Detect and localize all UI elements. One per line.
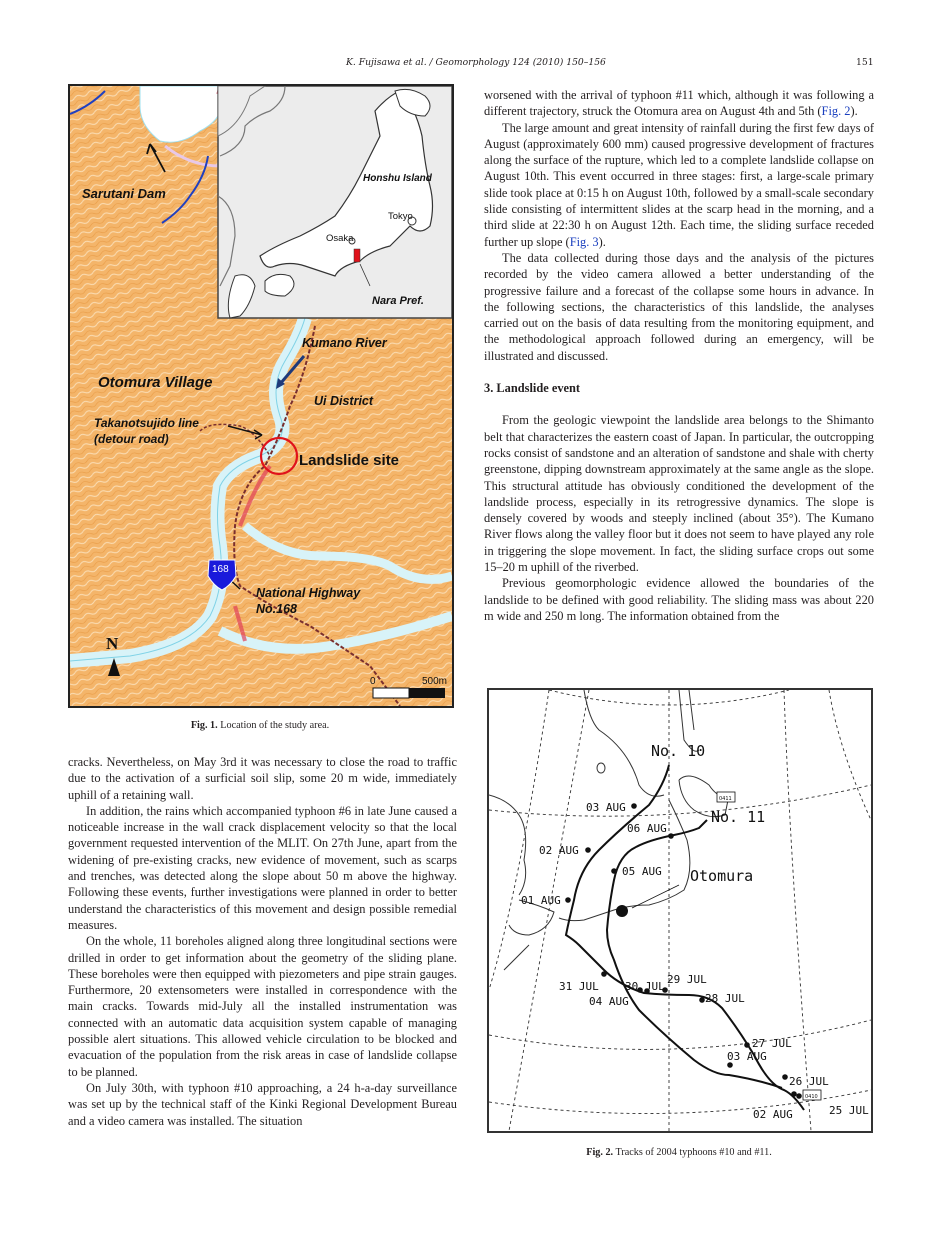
right-paragraph-1-end: ). [850, 104, 858, 119]
right-paragraph-4: From the geologic viewpoint the landslide area belongs to the Shimanto belt that characterizes the eastern coast of Japan. In particular, the outcropping rocks consist of sandstone and an alteration of sandstone and shale with cherty greenstone, dipping downstream approximately at the same angle as the slope. This structural attitude has obviously conditioned the development of the landslide process, especially in its retrogressive dynamics. The slope is densely covered by woods and steeply inclined (about 35°). The Kumano River flows along the valley floor but it does not seem to have played any role in triggering the slope movement. In fact, the sliding surface crops out some 15–20 m uphill of the riverbed. [484, 413, 874, 575]
highway-shield-number: 168 [212, 564, 229, 575]
coast-island [597, 763, 605, 773]
label-31-jul: 31 JUL [559, 980, 599, 993]
latitude-line-1 [489, 785, 871, 816]
label-national-highway: National Highway [256, 586, 361, 600]
figure-1-caption-text: Location of the study area. [217, 720, 330, 731]
left-paragraph-3: On the whole, 11 boreholes aligned along three longitudinal sections were drilled in order to get information about the geometry of the sliding plane. These boreholes were then equipped with piezometers and pipe strain gauges. Furthermore, 20 extensometers were installed in correspondence with the main cracks. Towards mid-July all the installed instrumentation was connected with an automatic data acquisition system capable of managing possible alert situations. This allowed vehicle circulation to be blocked and evacuation of the population from the risk areas in case of landslide collapse to be planned. [68, 934, 457, 1079]
right-paragraph-2-end: ). [598, 234, 606, 249]
figure-2-caption [484, 1147, 874, 1158]
label-highway-number: No.168 [256, 602, 297, 616]
point-06-aug [668, 833, 674, 839]
label-26-jul: 26 JUL [789, 1075, 829, 1088]
scale-bar-black [409, 688, 445, 698]
label-03-aug-no11: 03 AUG [727, 1050, 767, 1063]
section-heading: 3. Landslide event [484, 381, 581, 396]
point-28-jul [699, 997, 705, 1003]
longitude-line-2 [509, 690, 589, 1131]
inset-shikoku [265, 274, 294, 296]
right-paragraph-1-text: worsened with the arrival of typhoon #11 which, although it was following a different trajectory, struck the Otomura area on August 4th and 5th ( [484, 88, 874, 119]
point-31-jul [601, 971, 607, 977]
label-29-jul: 29 JUL [667, 973, 707, 986]
page-number: 151 [856, 57, 874, 68]
label-03-aug-no10: 03 AUG [586, 801, 626, 814]
track-no10 [566, 765, 804, 1110]
right-paragraph-2 [484, 120, 874, 250]
label-no11: No. 11 [711, 808, 766, 826]
inset-label-honshu: Honshu Island [363, 173, 432, 184]
point-02-aug-no10 [585, 847, 591, 853]
fig3-link[interactable]: Fig. 3 [569, 234, 599, 249]
point-03-aug-no10 [631, 803, 637, 809]
label-02-aug-no10: 02 AUG [539, 844, 579, 857]
point-05-aug [611, 868, 617, 874]
point-02-aug-no11 [791, 1091, 797, 1097]
journal-citation: K. Fujisawa et al. / Geomorphology 124 (2010) 150–156 [346, 57, 606, 68]
label-25-jul: 25 JUL [829, 1104, 869, 1117]
label-04-aug: 04 AUG [589, 995, 629, 1008]
right-paragraph-2-text: The large amount and great intensity of rainfall during the first few days of August (approximately 600 mm) caused progressive development of fractures along the surface of the rupture, which led to a complete landslide collapse on August 10th. This event occurred in three stages: first, a large-scale primary slide took place at 0:15 h on August 10th, followed by a small-scale secondary slide consisting of intermittent slides at the scarp head in the morning, and a third slide at 22:30 h on August 12th. Each time, the sliding surface receded further up slope ( [484, 120, 874, 249]
label-otomura: Otomura [690, 867, 754, 885]
point-26-jul [782, 1074, 788, 1080]
latitude-line-2 [489, 1020, 871, 1049]
typhoon-track-map [489, 690, 871, 1131]
point-25-jul [796, 1093, 802, 1099]
label-takanotsujido-line: Takanotsujido line [94, 416, 199, 430]
right-paragraph-1 [484, 87, 874, 120]
left-paragraph-2: In addition, the rains which accompanied typhoon #6 in late June caused a noticeable increase in the wall crack displacement velocity so that the local government requested intervention of the MLIT. On 27th June, apart from the widening of pre-existing cracks, new evidence of movement, such as scarps and trenches, was detected along the slope about 50 m above the highway. Following these events, further investigations were planned in order to better understand the characteristics of this movement and design possible remedial measures. [68, 803, 457, 932]
label-otomura-village: Otomura Village [98, 374, 213, 391]
right-paragraph-5: Previous geomorphologic evidence allowed the boundaries of the landslide to be defined with good reliability. The sliding mass was about 220 m wide and 250 m long. The information obtained from the [484, 576, 874, 623]
coast-korea [489, 795, 526, 895]
label-30-jul: 30 JUL [625, 980, 665, 993]
label-02-aug-no11: 02 AUG [753, 1108, 793, 1121]
coast-ryukyu [504, 945, 529, 970]
point-27-jul [744, 1042, 750, 1048]
figure-2-caption-label: Fig. 2. [586, 1147, 614, 1158]
coast-honshu [559, 800, 690, 921]
otomura-location-marker [616, 905, 628, 917]
label-no10: No. 10 [651, 742, 706, 760]
point-01-aug [565, 897, 571, 903]
label-detour-road: (detour road) [94, 432, 169, 446]
figure-1-map [68, 84, 454, 708]
label-06-aug: 06 AUG [627, 822, 667, 835]
label-kumano-river: Kumano River [302, 336, 387, 350]
inset-label-nara: Nara Pref. [372, 295, 424, 307]
label-27-jul: 27 JUL [752, 1037, 792, 1050]
inset-label-tokyo: Tokyo [388, 211, 413, 222]
fig2-link[interactable]: Fig. 2 [821, 104, 851, 119]
left-paragraph-4: On July 30th, with typhoon #10 approaching, a 24 h-a-day surveillance was set up by the technical staff of the Kinki Regional Development Bureau and a video camera was installed. The situation [68, 1080, 457, 1128]
longitude-line-4 [784, 690, 811, 1131]
label-01-aug: 01 AUG [521, 894, 561, 907]
figure-2-typhoon-tracks [487, 688, 873, 1133]
nara-prefecture-highlight [354, 249, 360, 262]
right-column [484, 87, 874, 624]
longitude-line-5 [829, 690, 871, 820]
north-label: N [106, 634, 119, 653]
label-landslide-site: Landslide site [299, 452, 400, 469]
label-sarutani-dam: Sarutani Dam [82, 186, 166, 201]
label-box-0411: 0411 [719, 796, 732, 802]
scale-max-label: 500m [422, 676, 448, 687]
japan-inset-map [218, 86, 452, 318]
left-column [68, 754, 457, 1129]
label-05-aug: 05 AUG [622, 865, 662, 878]
figure-2-caption-text: Tracks of 2004 typhoons #10 and #11. [613, 1147, 772, 1158]
point-03-aug-no11 [727, 1062, 733, 1068]
figure-1-caption-label: Fig. 1. [190, 720, 218, 731]
right-paragraph-3: The data collected during those days and the analysis of the pictures recorded by the video camera allowed a better understanding of the progressive failure and a forecast of the collapse some hours in advance. In the following sections, the characteristics of this landslide, the analyses carried out on the basis of data resulting from the monitoring equipment, and the methodological approach followed during an emergency, will be illustrated and discussed. [484, 250, 874, 363]
running-head [0, 57, 925, 73]
label-ui-district: Ui District [314, 394, 374, 408]
label-28-jul: 28 JUL [705, 992, 745, 1005]
figure-1-caption [68, 720, 452, 731]
left-paragraph-1: cracks. Nevertheless, on May 3rd it was necessary to close the road to traffic due to the activation of a surficial soil slip, some 20 m wide, immediately uphill of a retaining wall. [68, 755, 457, 802]
longitude-line-1 [489, 690, 549, 990]
label-box-0410: 0410 [805, 1094, 818, 1100]
inset-label-osaka: Osaka [326, 233, 354, 244]
scale-zero-label: 0 [370, 676, 376, 687]
scale-bar-white [373, 688, 409, 698]
